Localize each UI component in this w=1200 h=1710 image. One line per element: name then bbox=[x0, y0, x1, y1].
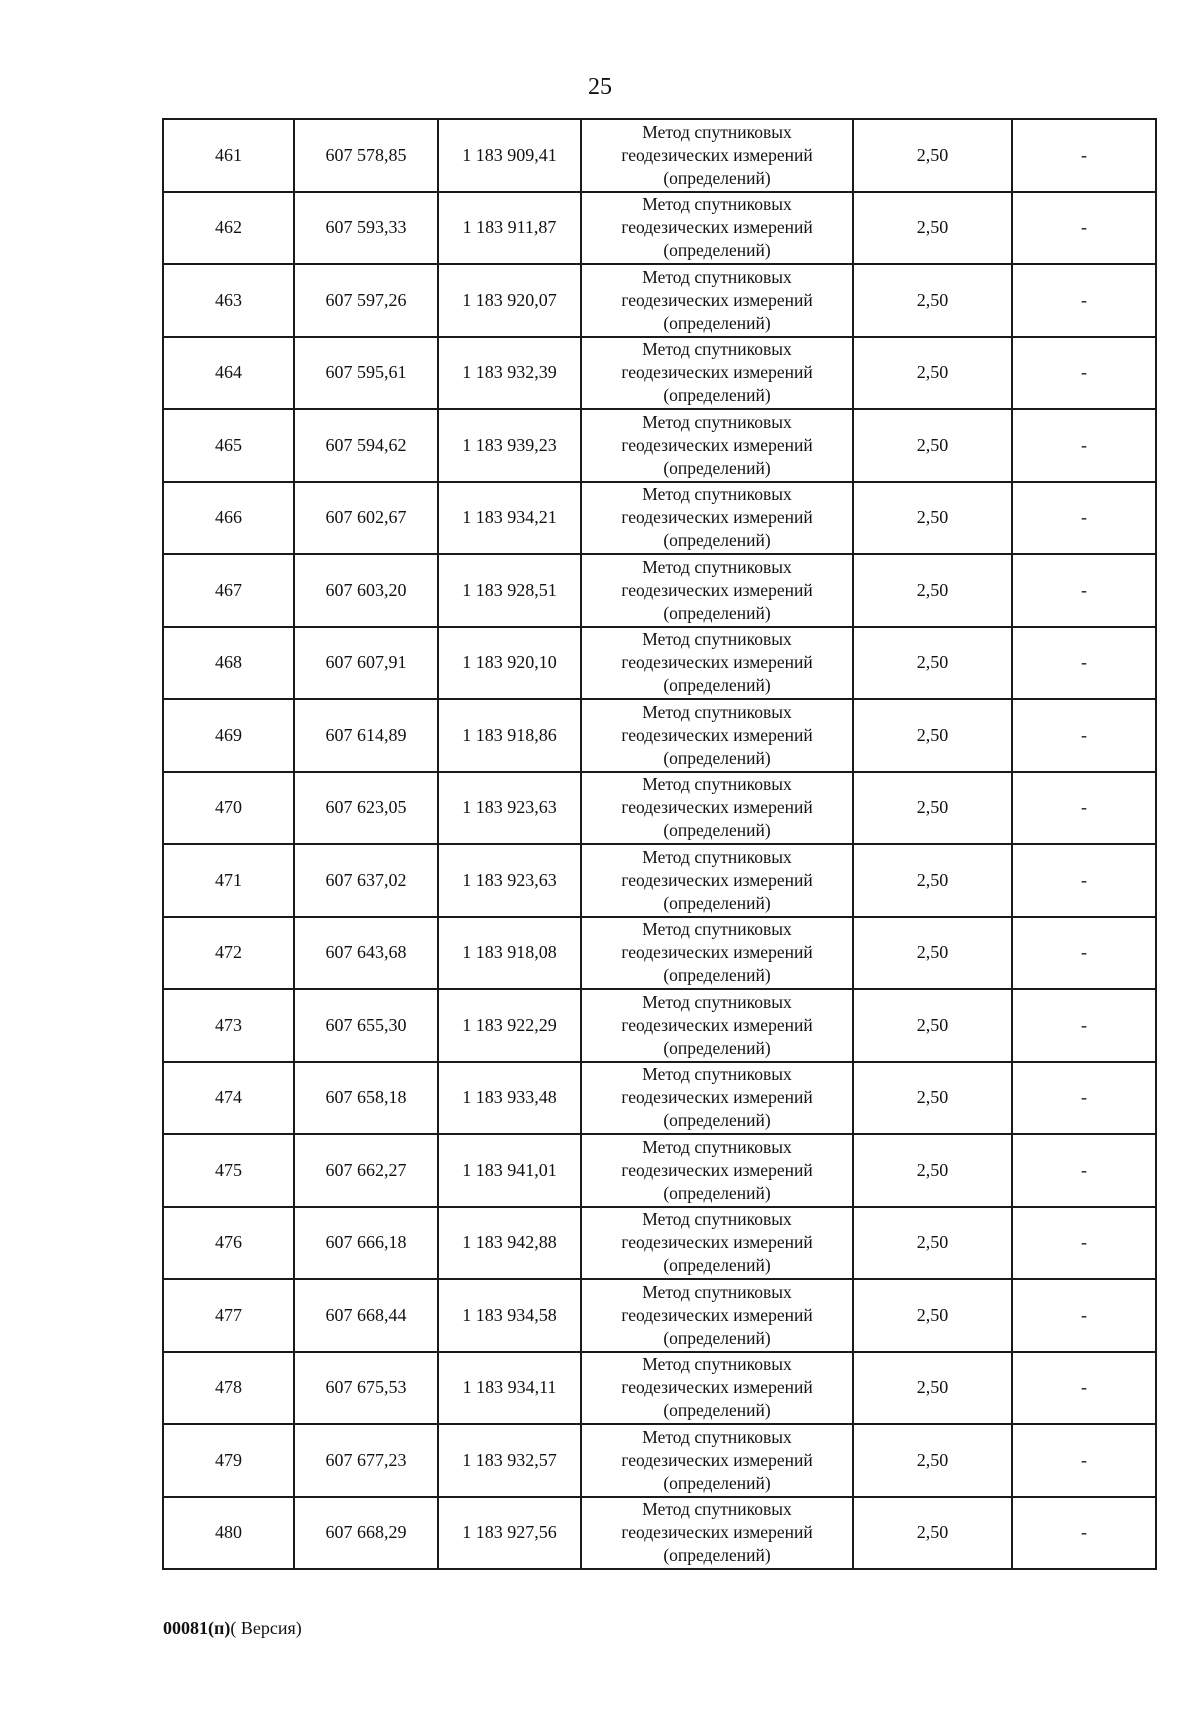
y-coordinate-cell: 1 183 941,01 bbox=[438, 1134, 581, 1207]
accuracy-cell: 2,50 bbox=[853, 337, 1012, 410]
table-row bbox=[163, 699, 1156, 772]
method-text-line: Метод спутниковых bbox=[642, 1136, 792, 1157]
method-text-line: геодезических измерений bbox=[621, 724, 813, 745]
method-cell bbox=[581, 337, 853, 410]
point-number-cell: 480 bbox=[163, 1497, 294, 1570]
table-row bbox=[163, 917, 1156, 990]
point-number-cell: 468 bbox=[163, 627, 294, 700]
description-cell: - bbox=[1012, 1207, 1156, 1280]
y-coordinate-cell: 1 183 918,86 bbox=[438, 699, 581, 772]
method-text-line: (определений) bbox=[663, 312, 771, 333]
method-text-line: (определений) bbox=[663, 1037, 771, 1058]
point-number-cell: 477 bbox=[163, 1279, 294, 1352]
method-cell bbox=[581, 844, 853, 917]
method-text-line: (определений) bbox=[663, 167, 771, 188]
method-text-line: геодезических измерений bbox=[621, 507, 813, 528]
x-coordinate-cell: 607 637,02 bbox=[294, 844, 438, 917]
accuracy-cell: 2,50 bbox=[853, 1207, 1012, 1280]
table-row bbox=[163, 1424, 1156, 1497]
method-text-line: (определений) bbox=[663, 457, 771, 478]
x-coordinate-cell: 607 578,85 bbox=[294, 119, 438, 192]
method-text-line: (определений) bbox=[663, 747, 771, 768]
accuracy-cell: 2,50 bbox=[853, 192, 1012, 265]
accuracy-cell: 2,50 bbox=[853, 1062, 1012, 1135]
y-coordinate-cell: 1 183 934,58 bbox=[438, 1279, 581, 1352]
method-cell bbox=[581, 409, 853, 482]
method-text-line: Метод спутниковых bbox=[642, 1499, 792, 1520]
y-coordinate-cell: 1 183 942,88 bbox=[438, 1207, 581, 1280]
method-cell bbox=[581, 917, 853, 990]
method-text-line: геодезических измерений bbox=[621, 797, 813, 818]
method-text-line: Метод спутниковых bbox=[642, 339, 792, 360]
description-cell: - bbox=[1012, 844, 1156, 917]
accuracy-cell: 2,50 bbox=[853, 699, 1012, 772]
x-coordinate-cell: 607 593,33 bbox=[294, 192, 438, 265]
accuracy-cell: 2,50 bbox=[853, 917, 1012, 990]
x-coordinate-cell: 607 668,44 bbox=[294, 1279, 438, 1352]
y-coordinate-cell: 1 183 933,48 bbox=[438, 1062, 581, 1135]
point-number-cell: 464 bbox=[163, 337, 294, 410]
method-text-line: Метод спутниковых bbox=[642, 919, 792, 940]
method-text-line: Метод спутниковых bbox=[642, 701, 792, 722]
method-cell bbox=[581, 989, 853, 1062]
table-row bbox=[163, 192, 1156, 265]
y-coordinate-cell: 1 183 920,07 bbox=[438, 264, 581, 337]
point-number-cell: 471 bbox=[163, 844, 294, 917]
x-coordinate-cell: 607 668,29 bbox=[294, 1497, 438, 1570]
method-text-line: Метод спутниковых bbox=[642, 1281, 792, 1302]
description-cell: - bbox=[1012, 1352, 1156, 1425]
description-cell: - bbox=[1012, 264, 1156, 337]
method-text-line: Метод спутниковых bbox=[642, 991, 792, 1012]
x-coordinate-cell: 607 662,27 bbox=[294, 1134, 438, 1207]
table-row bbox=[163, 337, 1156, 410]
method-text-line: Метод спутниковых bbox=[642, 1209, 792, 1230]
method-cell bbox=[581, 1062, 853, 1135]
x-coordinate-cell: 607 594,62 bbox=[294, 409, 438, 482]
table-row bbox=[163, 844, 1156, 917]
method-cell bbox=[581, 772, 853, 845]
table-row bbox=[163, 1207, 1156, 1280]
description-cell: - bbox=[1012, 554, 1156, 627]
document-form-code bbox=[163, 1616, 302, 1640]
description-cell: - bbox=[1012, 1424, 1156, 1497]
table-row bbox=[163, 409, 1156, 482]
method-text-line: геодезических измерений bbox=[621, 434, 813, 455]
y-coordinate-cell: 1 183 909,41 bbox=[438, 119, 581, 192]
method-cell bbox=[581, 699, 853, 772]
y-coordinate-cell: 1 183 920,10 bbox=[438, 627, 581, 700]
method-text-line: Метод спутниковых bbox=[642, 629, 792, 650]
description-cell: - bbox=[1012, 1134, 1156, 1207]
method-text-line: геодезических измерений bbox=[621, 1014, 813, 1035]
description-cell: - bbox=[1012, 1062, 1156, 1135]
method-cell bbox=[581, 119, 853, 192]
coordinates-table bbox=[162, 118, 1157, 1570]
method-text-line: геодезических измерений bbox=[621, 362, 813, 383]
method-text-line: Метод спутниковых bbox=[642, 266, 792, 287]
description-cell: - bbox=[1012, 119, 1156, 192]
method-text-line: Метод спутниковых bbox=[642, 1354, 792, 1375]
accuracy-cell: 2,50 bbox=[853, 844, 1012, 917]
point-number-cell: 473 bbox=[163, 989, 294, 1062]
description-cell: - bbox=[1012, 482, 1156, 555]
method-text-line: геодезических измерений bbox=[621, 289, 813, 310]
method-text-line: (определений) bbox=[663, 1400, 771, 1421]
method-text-line: (определений) bbox=[663, 820, 771, 841]
y-coordinate-cell: 1 183 927,56 bbox=[438, 1497, 581, 1570]
y-coordinate-cell: 1 183 934,11 bbox=[438, 1352, 581, 1425]
method-text-line: геодезических измерений bbox=[621, 1377, 813, 1398]
method-text-line: (определений) bbox=[663, 530, 771, 551]
method-text-line: геодезических измерений bbox=[621, 1449, 813, 1470]
form-code: 00081(п) bbox=[163, 1618, 231, 1638]
accuracy-cell: 2,50 bbox=[853, 482, 1012, 555]
method-text-line: геодезических измерений bbox=[621, 1159, 813, 1180]
point-number-cell: 476 bbox=[163, 1207, 294, 1280]
method-text-line: (определений) bbox=[663, 675, 771, 696]
method-text-line: (определений) bbox=[663, 385, 771, 406]
method-text-line: геодезических измерений bbox=[621, 869, 813, 890]
x-coordinate-cell: 607 643,68 bbox=[294, 917, 438, 990]
table-row bbox=[163, 482, 1156, 555]
table-row bbox=[163, 1134, 1156, 1207]
method-text-line: (определений) bbox=[663, 892, 771, 913]
point-number-cell: 475 bbox=[163, 1134, 294, 1207]
method-cell bbox=[581, 264, 853, 337]
x-coordinate-cell: 607 677,23 bbox=[294, 1424, 438, 1497]
coordinates-table-body bbox=[163, 119, 1156, 1569]
accuracy-cell: 2,50 bbox=[853, 989, 1012, 1062]
method-text-line: геодезических измерений bbox=[621, 1087, 813, 1108]
accuracy-cell: 2,50 bbox=[853, 1352, 1012, 1425]
description-cell: - bbox=[1012, 192, 1156, 265]
point-number-cell: 478 bbox=[163, 1352, 294, 1425]
x-coordinate-cell: 607 675,53 bbox=[294, 1352, 438, 1425]
description-cell: - bbox=[1012, 699, 1156, 772]
point-number-cell: 462 bbox=[163, 192, 294, 265]
method-cell bbox=[581, 1352, 853, 1425]
point-number-cell: 463 bbox=[163, 264, 294, 337]
y-coordinate-cell: 1 183 928,51 bbox=[438, 554, 581, 627]
page-number: 25 bbox=[588, 74, 612, 100]
y-coordinate-cell: 1 183 932,39 bbox=[438, 337, 581, 410]
method-text-line: геодезических измерений bbox=[621, 217, 813, 238]
x-coordinate-cell: 607 658,18 bbox=[294, 1062, 438, 1135]
method-text-line: Метод спутниковых bbox=[642, 411, 792, 432]
accuracy-cell: 2,50 bbox=[853, 1134, 1012, 1207]
method-text-line: геодезических измерений bbox=[621, 1304, 813, 1325]
method-cell bbox=[581, 1497, 853, 1570]
accuracy-cell: 2,50 bbox=[853, 409, 1012, 482]
method-text-line: (определений) bbox=[663, 1182, 771, 1203]
method-text-line: Метод спутниковых bbox=[642, 846, 792, 867]
y-coordinate-cell: 1 183 934,21 bbox=[438, 482, 581, 555]
accuracy-cell: 2,50 bbox=[853, 119, 1012, 192]
method-cell bbox=[581, 192, 853, 265]
table-row bbox=[163, 627, 1156, 700]
table-row bbox=[163, 989, 1156, 1062]
table-row bbox=[163, 1352, 1156, 1425]
y-coordinate-cell: 1 183 923,63 bbox=[438, 772, 581, 845]
method-cell bbox=[581, 1279, 853, 1352]
method-text-line: (определений) bbox=[663, 965, 771, 986]
point-number-cell: 472 bbox=[163, 917, 294, 990]
accuracy-cell: 2,50 bbox=[853, 772, 1012, 845]
method-text-line: (определений) bbox=[663, 1545, 771, 1566]
x-coordinate-cell: 607 597,26 bbox=[294, 264, 438, 337]
method-cell bbox=[581, 627, 853, 700]
x-coordinate-cell: 607 595,61 bbox=[294, 337, 438, 410]
accuracy-cell: 2,50 bbox=[853, 1279, 1012, 1352]
accuracy-cell: 2,50 bbox=[853, 1497, 1012, 1570]
point-number-cell: 467 bbox=[163, 554, 294, 627]
method-text-line: геодезических измерений bbox=[621, 652, 813, 673]
x-coordinate-cell: 607 614,89 bbox=[294, 699, 438, 772]
method-cell bbox=[581, 554, 853, 627]
y-coordinate-cell: 1 183 911,87 bbox=[438, 192, 581, 265]
point-number-cell: 479 bbox=[163, 1424, 294, 1497]
method-text-line: (определений) bbox=[663, 1327, 771, 1348]
description-cell: - bbox=[1012, 772, 1156, 845]
point-number-cell: 466 bbox=[163, 482, 294, 555]
method-text-line: геодезических измерений bbox=[621, 942, 813, 963]
table-row bbox=[163, 1279, 1156, 1352]
table-row bbox=[163, 119, 1156, 192]
method-text-line: Метод спутниковых bbox=[642, 121, 792, 142]
description-cell: - bbox=[1012, 409, 1156, 482]
x-coordinate-cell: 607 603,20 bbox=[294, 554, 438, 627]
description-cell: - bbox=[1012, 917, 1156, 990]
accuracy-cell: 2,50 bbox=[853, 264, 1012, 337]
method-text-line: (определений) bbox=[663, 1255, 771, 1276]
method-text-line: Метод спутниковых bbox=[642, 484, 792, 505]
x-coordinate-cell: 607 666,18 bbox=[294, 1207, 438, 1280]
method-cell bbox=[581, 1134, 853, 1207]
y-coordinate-cell: 1 183 923,63 bbox=[438, 844, 581, 917]
table-row bbox=[163, 772, 1156, 845]
point-number-cell: 469 bbox=[163, 699, 294, 772]
point-number-cell: 474 bbox=[163, 1062, 294, 1135]
method-cell bbox=[581, 482, 853, 555]
method-text-line: (определений) bbox=[663, 1472, 771, 1493]
description-cell: - bbox=[1012, 337, 1156, 410]
method-text-line: (определений) bbox=[663, 602, 771, 623]
accuracy-cell: 2,50 bbox=[853, 1424, 1012, 1497]
method-text-line: Метод спутниковых bbox=[642, 1426, 792, 1447]
y-coordinate-cell: 1 183 922,29 bbox=[438, 989, 581, 1062]
method-text-line: (определений) bbox=[663, 240, 771, 261]
method-text-line: Метод спутниковых bbox=[642, 556, 792, 577]
table-row bbox=[163, 1497, 1156, 1570]
description-cell: - bbox=[1012, 1279, 1156, 1352]
point-number-cell: 465 bbox=[163, 409, 294, 482]
description-cell: - bbox=[1012, 627, 1156, 700]
method-text-line: геодезических измерений bbox=[621, 579, 813, 600]
point-number-cell: 461 bbox=[163, 119, 294, 192]
x-coordinate-cell: 607 655,30 bbox=[294, 989, 438, 1062]
table-row bbox=[163, 1062, 1156, 1135]
accuracy-cell: 2,50 bbox=[853, 554, 1012, 627]
y-coordinate-cell: 1 183 918,08 bbox=[438, 917, 581, 990]
x-coordinate-cell: 607 623,05 bbox=[294, 772, 438, 845]
method-cell bbox=[581, 1424, 853, 1497]
table-row bbox=[163, 264, 1156, 337]
x-coordinate-cell: 607 602,67 bbox=[294, 482, 438, 555]
form-version: ( Версия) bbox=[230, 1618, 302, 1638]
method-text-line: Метод спутниковых bbox=[642, 194, 792, 215]
method-text-line: геодезических измерений bbox=[621, 144, 813, 165]
method-text-line: геодезических измерений bbox=[621, 1232, 813, 1253]
method-cell bbox=[581, 1207, 853, 1280]
method-text-line: геодезических измерений bbox=[621, 1522, 813, 1543]
table-row bbox=[163, 554, 1156, 627]
y-coordinate-cell: 1 183 932,57 bbox=[438, 1424, 581, 1497]
accuracy-cell: 2,50 bbox=[853, 627, 1012, 700]
method-text-line: Метод спутниковых bbox=[642, 774, 792, 795]
method-text-line: (определений) bbox=[663, 1110, 771, 1131]
y-coordinate-cell: 1 183 939,23 bbox=[438, 409, 581, 482]
point-number-cell: 470 bbox=[163, 772, 294, 845]
description-cell: - bbox=[1012, 1497, 1156, 1570]
description-cell: - bbox=[1012, 989, 1156, 1062]
method-text-line: Метод спутниковых bbox=[642, 1064, 792, 1085]
x-coordinate-cell: 607 607,91 bbox=[294, 627, 438, 700]
